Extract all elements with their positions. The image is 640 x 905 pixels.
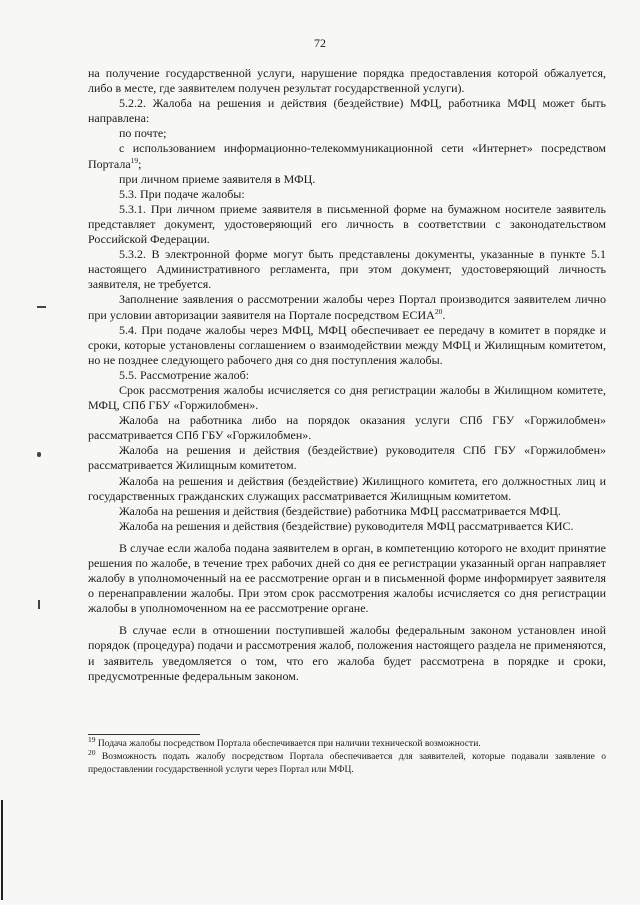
paragraph-p15: [88, 474, 606, 504]
text-run: Подача жалобы посредством Портала обеспечивается при наличии технической возможности.: [95, 739, 481, 749]
text-run: 5.3. При подаче жалобы:: [119, 186, 245, 201]
footnote-ref: 20: [88, 747, 96, 757]
text-run: Срок рассмотрения жалобы исчисляется со дня регистрации жалобы в Жилищном комитете, МФЦ, СПб ГБУ «Горжилобмен».: [88, 382, 606, 413]
paragraph-p13: [88, 413, 606, 443]
text-run: В случае если жалоба подана заявителем в орган, в компетенцию которого не входит принятие решения по жалобе, в течение трех рабочих дней со дня ее регистрации указанный орган направляет жалобу в уполномоченный на ее рассмотрение орган и в письменной форме информирует заявителя о перенаправлении жалобы. При этом срок рассмотрения жалобы исчисляется со дня регистрации жалобы в уполномоченном на ее рассмотрение органе.: [88, 540, 606, 616]
text-run: с использованием информационно-телекоммуникационной сети «Интернет» посредством Портала: [88, 141, 606, 171]
footnotes: [88, 734, 606, 777]
text-run: 5.4. При подаче жалобы через МФЦ, МФЦ обеспечивает ее передачу в комитет в порядке и сроки, которые установлены соглашением о взаимодействии между МФЦ и Жилищным комитетом, но не позднее следующего рабочего дня со дня поступления жалобы.: [88, 322, 606, 367]
text-run: Жалоба на решения и действия (бездействие) работника МФЦ рассматривается МФЦ.: [119, 503, 561, 518]
text-run: ;: [138, 156, 142, 171]
scan-edge: [1, 800, 3, 900]
paragraph-p16: [88, 504, 606, 519]
paragraph-p06: [88, 187, 606, 202]
paragraph-p14: [88, 443, 606, 473]
text-run: Жалоба на решения и действия (бездействие) Жилищного комитета, его должностных лиц и государственных гражданских служащих рассматривается Жилищным комитетом.: [88, 473, 606, 503]
footnote-ref: 19: [130, 155, 139, 165]
paragraph-p10: [88, 323, 606, 368]
main-text: [88, 66, 606, 684]
text-run: Жалоба на работника либо на порядок оказания услуги СПб ГБУ «Горжилобмен» рассматривается СПб ГБУ «Горжилобмен».: [88, 413, 606, 443]
text-run: Возможность подать жалобу посредством Портала обеспечивается для заявителей, которые подавали заявление о предоставлении государственной услуги через Портал или МФЦ.: [88, 752, 606, 775]
text-run: 5.3.2. В электронной форме могут быть представлены документы, указанные в пункте 5.1 настоящего Административного регламента, при этом документ, удостоверяющий личность заявителя, не требуется.: [88, 247, 606, 292]
footnote-ref: 20: [434, 306, 443, 316]
footnote-separator: [88, 734, 200, 735]
text-run: Жалоба на решения и действия (бездействие) руководителя СПб ГБУ «Горжилобмен» рассматривается Жилищным комитетом.: [88, 443, 606, 473]
scan-mark: [38, 600, 40, 609]
paragraph-p17: [88, 519, 606, 534]
scan-mark: [37, 306, 46, 308]
footnote-fn20: [88, 747, 606, 777]
paragraph-p03: [88, 126, 606, 141]
text-run: Заполнение заявления о рассмотрении жалобы через Портал производится заявителем лично при условии авторизации заявителя на Портале посредством ЕСИА: [88, 292, 606, 322]
text-run: 5.3.1. При личном приеме заявителя в письменной форме на бумажном носителе заявитель представляет документ, удостоверяющий его личность в соответствии с законодательством Российской Федерации.: [88, 201, 606, 247]
text-run: на получение государственной услуги, нарушение порядка предоставления которой обжалуется, либо в месте, где заявителем получен результат государственной услуги).: [88, 66, 606, 96]
page-number: 72: [314, 36, 326, 50]
paragraph-p05: [88, 172, 606, 187]
text-run: .: [442, 307, 446, 322]
paragraph-p11: [88, 368, 606, 383]
paragraph-p09: [88, 292, 606, 322]
paragraph-p07: [88, 202, 606, 247]
paragraph-p18: [88, 541, 606, 616]
text-run: по почте;: [119, 126, 167, 141]
paragraph-p04: [88, 141, 606, 171]
footnote-ref: 19: [88, 734, 96, 744]
paragraph-p08: [88, 247, 606, 292]
paragraph-p02: [88, 96, 606, 126]
text-run: 5.2.2. Жалоба на решения и действия (бездействие) МФЦ, работника МФЦ может быть направлена:: [88, 96, 606, 126]
footnote-fn19: [88, 734, 606, 751]
paragraph-p01: [88, 66, 606, 96]
paragraph-p12: [88, 383, 606, 413]
text-run: Жалоба на решения и действия (бездействие) руководителя МФЦ рассматривается КИС.: [119, 518, 574, 533]
scan-mark: [37, 452, 41, 457]
paragraph-p19: [88, 623, 606, 683]
text-run: при личном приеме заявителя в МФЦ.: [119, 171, 316, 186]
text-run: 5.5. Рассмотрение жалоб:: [119, 367, 250, 382]
text-run: В случае если в отношении поступившей жалобы федеральным законом установлен иной порядок (процедура) подачи и рассмотрения жалоб, положения настоящего раздела не применяются, и заявитель уведомляется о том, что его жалоба будет рассмотрена в порядке и сроки, предусмотренные федеральным законом.: [88, 623, 606, 683]
